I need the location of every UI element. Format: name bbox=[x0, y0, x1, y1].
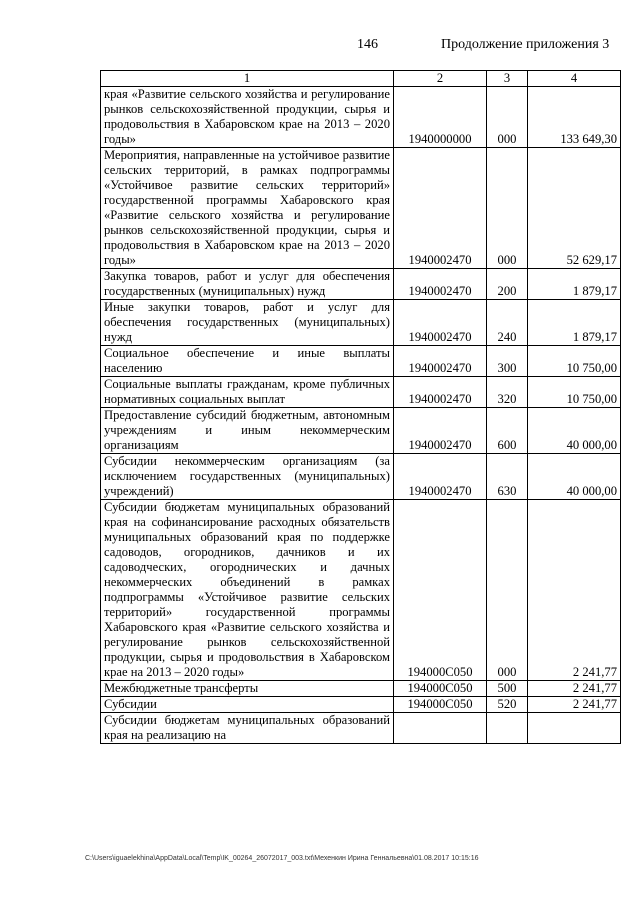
row-name: Закупка товаров, работ и услуг для обеспечения государственных (муниципальных) нужд bbox=[101, 269, 394, 300]
table-row bbox=[101, 346, 621, 377]
row-expense-type: 520 bbox=[487, 697, 528, 713]
row-code bbox=[394, 713, 487, 744]
row-sum: 1 879,17 bbox=[528, 300, 621, 346]
row-name: Субсидии некоммерческим организациям (за исключением государственных (муниципальных) учреждений) bbox=[101, 454, 394, 500]
table-row bbox=[101, 681, 621, 697]
row-sum: 2 241,77 bbox=[528, 681, 621, 697]
table-header-row bbox=[101, 71, 621, 87]
row-expense-type: 600 bbox=[487, 408, 528, 454]
row-sum: 2 241,77 bbox=[528, 697, 621, 713]
row-name: Субсидии бюджетам муниципальных образований края на реализацию на bbox=[101, 713, 394, 744]
row-code: 1940002470 bbox=[394, 148, 487, 269]
table-row bbox=[101, 377, 621, 408]
row-sum: 1 879,17 bbox=[528, 269, 621, 300]
row-expense-type: 300 bbox=[487, 346, 528, 377]
row-expense-type: 200 bbox=[487, 269, 528, 300]
row-code: 1940002470 bbox=[394, 346, 487, 377]
row-code: 1940000000 bbox=[394, 87, 487, 148]
table-row bbox=[101, 500, 621, 681]
table-row bbox=[101, 269, 621, 300]
row-name: Субсидии бюджетам муниципальных образований края на софинансирование расходных обязательств муниципальных образований края по поддержке садоводов, огородников, дачников и их садоводческих, огороднических и дачных некоммерческих объединений в рамках подпрограммы «Устойчивое развитие сельских территорий» государственной программы Хабаровского края «Развитие сельского хозяйства и регулирование рынков сельскохозяйственной продукции, сырья и продовольствия в Хабаровском крае на 2013 – 2020 годы» bbox=[101, 500, 394, 681]
row-sum: 10 750,00 bbox=[528, 346, 621, 377]
column-header: 4 bbox=[528, 71, 621, 87]
table-row bbox=[101, 300, 621, 346]
continuation-label: Продолжение приложения 3 bbox=[441, 37, 610, 52]
row-code: 1940002470 bbox=[394, 454, 487, 500]
column-header: 3 bbox=[487, 71, 528, 87]
row-sum: 2 241,77 bbox=[528, 500, 621, 681]
row-expense-type: 000 bbox=[487, 500, 528, 681]
row-name: Социальные выплаты гражданам, кроме публичных нормативных социальных выплат bbox=[101, 377, 394, 408]
row-name: Предоставление субсидий бюджетным, автономным учреждениям и иным некоммерческим организациям bbox=[101, 408, 394, 454]
budget-table bbox=[100, 70, 621, 744]
table-row bbox=[101, 87, 621, 148]
table-row bbox=[101, 408, 621, 454]
table-row bbox=[101, 148, 621, 269]
row-sum: 40 000,00 bbox=[528, 408, 621, 454]
table-row bbox=[101, 697, 621, 713]
row-code: 1940002470 bbox=[394, 408, 487, 454]
row-sum: 10 750,00 bbox=[528, 377, 621, 408]
row-code: 194000С050 bbox=[394, 697, 487, 713]
row-name: Мероприятия, направленные на устойчивое развитие сельских территорий, в рамках подпрограммы «Устойчивое развитие сельских территорий» государственной программы Хабаровского края «Развитие сельского хозяйства и регулирование рынков сельскохозяйственной продукции, сырья и продовольствия в Хабаровском крае на 2013 – 2020 годы» bbox=[101, 148, 394, 269]
row-name: Межбюджетные трансферты bbox=[101, 681, 394, 697]
row-code: 1940002470 bbox=[394, 377, 487, 408]
page-number: 146 bbox=[357, 37, 378, 52]
row-sum: 40 000,00 bbox=[528, 454, 621, 500]
column-header: 2 bbox=[394, 71, 487, 87]
row-name: края «Развитие сельского хозяйства и регулирование рынков сельскохозяйственной продукции, сырья и продовольствия в Хабаровском крае на 2013 – 2020 годы» bbox=[101, 87, 394, 148]
row-expense-type: 000 bbox=[487, 148, 528, 269]
row-expense-type: 500 bbox=[487, 681, 528, 697]
row-expense-type: 240 bbox=[487, 300, 528, 346]
row-code: 1940002470 bbox=[394, 300, 487, 346]
row-expense-type: 630 bbox=[487, 454, 528, 500]
row-expense-type: 000 bbox=[487, 87, 528, 148]
table-row bbox=[101, 454, 621, 500]
row-code: 1940002470 bbox=[394, 269, 487, 300]
row-sum bbox=[528, 713, 621, 744]
row-sum: 133 649,30 bbox=[528, 87, 621, 148]
table-row bbox=[101, 713, 621, 744]
row-code: 194000С050 bbox=[394, 500, 487, 681]
row-expense-type bbox=[487, 713, 528, 744]
column-header: 1 bbox=[101, 71, 394, 87]
row-expense-type: 320 bbox=[487, 377, 528, 408]
row-name: Иные закупки товаров, работ и услуг для обеспечения государственных (муниципальных) нужд bbox=[101, 300, 394, 346]
row-name: Субсидии bbox=[101, 697, 394, 713]
row-sum: 52 629,17 bbox=[528, 148, 621, 269]
row-code: 194000С050 bbox=[394, 681, 487, 697]
row-name: Социальное обеспечение и иные выплаты населению bbox=[101, 346, 394, 377]
file-path-footer: C:\Users\iguaelekhina\AppData\Local\Temp\IK_00264_26072017_003.txt\Мехенкин Ирина Геннальевна\01.08.2017 10:15:16 bbox=[85, 855, 479, 862]
